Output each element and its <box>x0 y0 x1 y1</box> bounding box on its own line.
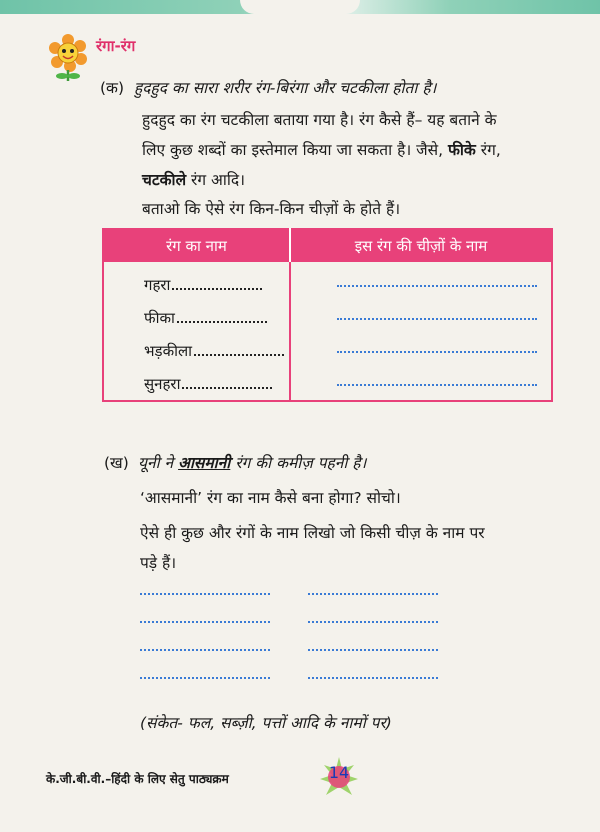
table-row <box>103 328 552 361</box>
para-text: रंग, <box>475 141 501 159</box>
section-title: रंगा-रंग <box>96 37 136 55</box>
table-cell-color <box>103 262 290 295</box>
answer-line[interactable] <box>337 384 537 386</box>
table-row <box>103 262 552 295</box>
bold-word-aasmani: आसमानी <box>178 454 231 472</box>
bold-word-feeke: फीके <box>447 141 476 159</box>
part-b-question: ‘आसमानी’ रंग का नाम कैसे बना होगा? सोचो। <box>140 489 401 507</box>
part-b-statement <box>104 452 366 474</box>
answer-dots <box>177 321 267 323</box>
part-a-statement-text: हुदहुद का सारा शरीर रंग-बिरंगा और चटकीला होता है। <box>134 79 437 97</box>
page-number: 14 <box>328 763 350 782</box>
color-word: गहरा <box>144 276 171 294</box>
answer-blank[interactable] <box>290 328 552 361</box>
answer-line[interactable] <box>140 649 270 651</box>
answer-line[interactable] <box>308 593 438 595</box>
part-a-para-line-1: हुदहुद का रंग चटकीला बताया गया है। रंग कैसे हैं– यह बताने के <box>142 111 497 129</box>
table-header-row <box>103 229 552 262</box>
part-a-paragraph <box>142 105 592 195</box>
answer-line[interactable] <box>337 351 537 353</box>
part-a-instruction: बताओ कि ऐसे रंग किन-किन चीज़ों के होते हैं। <box>142 200 401 218</box>
part-b-label: (ख) <box>104 454 129 472</box>
answer-line[interactable] <box>337 318 537 320</box>
color-word: सुनहरा <box>144 375 181 393</box>
flower-mascot-icon <box>48 34 88 82</box>
para-text: लिए कुछ शब्दों का इस्तेमाल किया जा सकता है। जैसे, <box>142 141 448 159</box>
top-decorative-band <box>0 0 600 14</box>
color-word: फीका <box>144 309 175 327</box>
answer-dots <box>194 354 284 356</box>
part-b-instruction-line-1: ऐसे ही कुछ और रंगों के नाम लिखो जो किसी चीज़ के नाम पर <box>140 524 485 542</box>
answer-line[interactable] <box>337 285 537 287</box>
part-a-para-line-2 <box>142 135 592 165</box>
table-row <box>103 295 552 328</box>
table-cell-color <box>103 295 290 328</box>
color-word: भड़कीला <box>144 342 193 360</box>
answer-blank[interactable] <box>290 295 552 328</box>
bold-word-chatkile: चटकीले <box>142 171 187 189</box>
answer-dots <box>172 288 262 290</box>
color-names-table <box>102 228 553 402</box>
part-b-instruction-line-2: पड़े हैं। <box>140 554 177 572</box>
hint-text: (संकेत- फल, सब्ज़ी, पत्तों आदि के नामों पर) <box>140 714 392 732</box>
answer-line[interactable] <box>140 621 270 623</box>
part-a-para-line-3 <box>142 165 592 195</box>
part-a-statement <box>100 77 436 99</box>
answer-line[interactable] <box>140 593 270 595</box>
header-thing-names: इस रंग की चीज़ों के नाम <box>290 229 552 262</box>
answer-line[interactable] <box>140 677 270 679</box>
header-color-name: रंग का नाम <box>103 229 290 262</box>
answer-blank[interactable] <box>290 361 552 401</box>
part-b-text: रंग की कमीज़ पहनी है। <box>230 454 367 472</box>
answer-line[interactable] <box>308 677 438 679</box>
table-row <box>103 361 552 401</box>
footer-course-title: के.जी.बी.वी.–हिंदी के लिए सेतु पाठ्यक्रम <box>46 772 229 786</box>
part-b-text: यूनी ने <box>138 454 179 472</box>
answer-line[interactable] <box>308 649 438 651</box>
table-cell-color <box>103 361 290 401</box>
table-cell-color <box>103 328 290 361</box>
answer-line[interactable] <box>308 621 438 623</box>
answer-blank[interactable] <box>290 262 552 295</box>
part-a-label: (क) <box>100 79 124 97</box>
answer-dots <box>182 387 272 389</box>
para-text: रंग आदि। <box>186 171 245 189</box>
